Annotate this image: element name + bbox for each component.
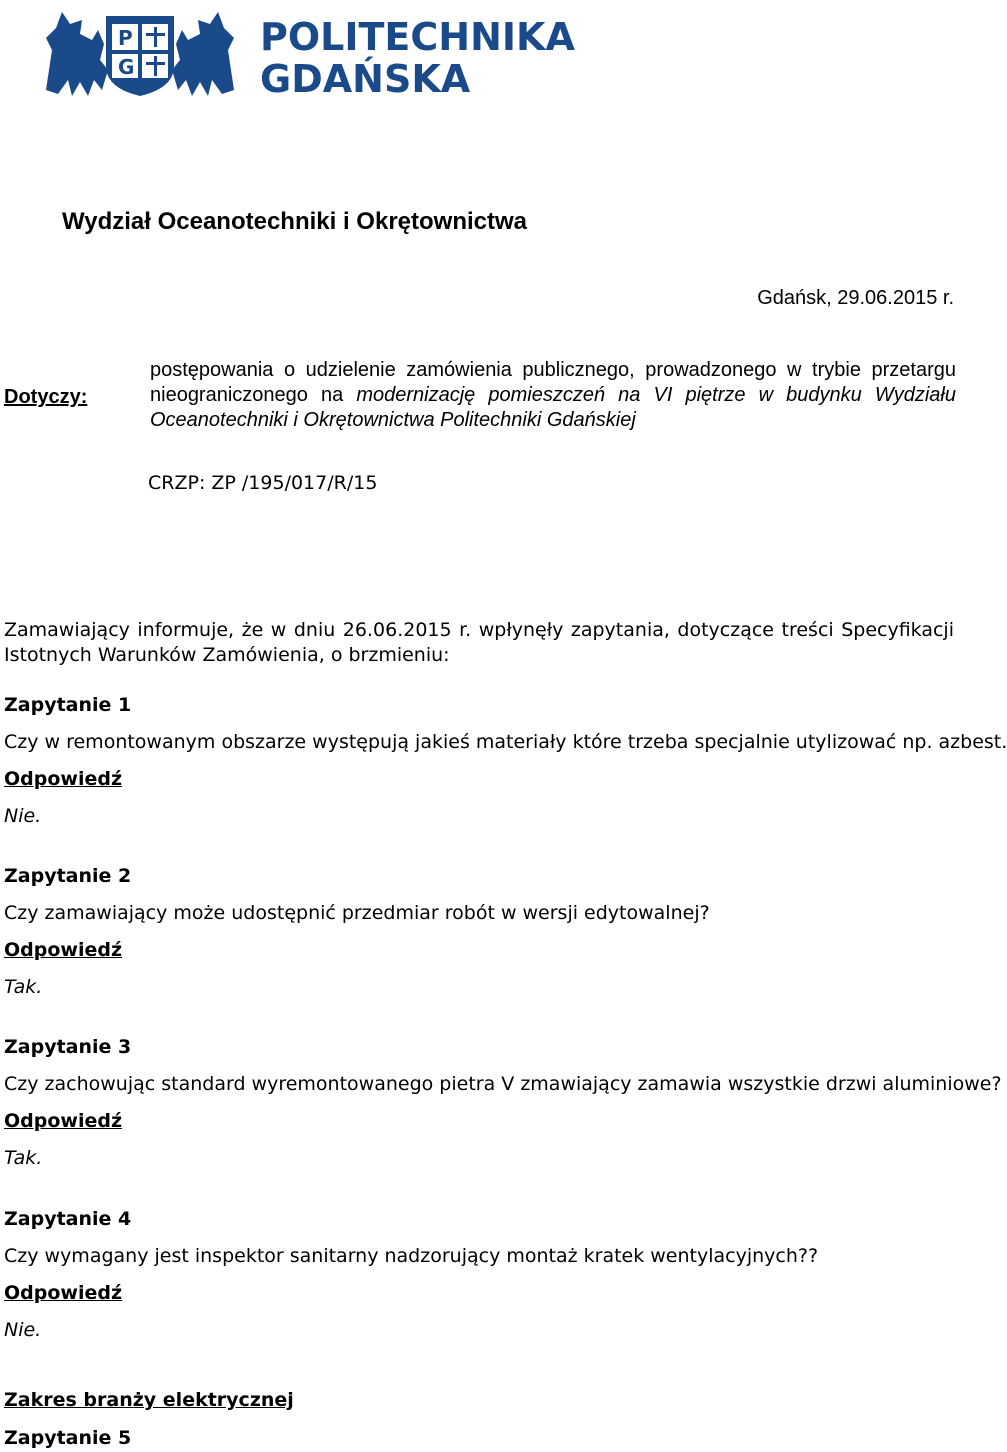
question-block	[4, 692, 1007, 829]
faculty-title: Wydział Oceanotechniki i Okrętownictwa	[62, 208, 528, 235]
subject-label: Dotyczy:	[4, 386, 88, 408]
answer-label: Odpowiedź	[4, 939, 123, 961]
question-text: Czy zamawiający może udostępnić przedmiar robót w wersji edytowalnej?	[4, 902, 710, 924]
question-block	[4, 863, 954, 1000]
question-block	[4, 1206, 954, 1343]
answer-text: Tak.	[4, 976, 43, 998]
question-title: Zapytanie 5	[4, 1427, 132, 1449]
question-title: Zapytanie 1	[4, 694, 132, 716]
question-title: Zapytanie 4	[4, 1208, 132, 1230]
svg-text:P: P	[118, 26, 133, 50]
answer-label: Odpowiedź	[4, 768, 123, 790]
svg-text:G: G	[118, 55, 135, 79]
question-title: Zapytanie 3	[4, 1036, 132, 1058]
politechnika-gdanska-logo	[42, 10, 575, 101]
svg-text:POLITECHNIKA: POLITECHNIKA	[260, 15, 575, 59]
section-heading: Zakres branży elektrycznej	[4, 1389, 294, 1411]
subject-part2: modernizację pomieszczeń na VI piętrze w budynku Wydziału Oceanotechniki i Okrętownictwa Politechniki Gdańskiej	[150, 384, 956, 431]
answer-text: Nie.	[4, 805, 42, 827]
subject-text	[150, 358, 956, 433]
question-title: Zapytanie 2	[4, 865, 132, 887]
answer-label: Odpowiedź	[4, 1110, 123, 1132]
svg-text:GDAŃSKA: GDAŃSKA	[260, 57, 471, 101]
answer-text: Tak.	[4, 1147, 43, 1169]
crzp-number: CRZP: ZP /195/017/R/15	[148, 472, 378, 494]
subject-part1: postępowania o udzielenie zamówienia publicznego, prowadzonego w trybie przetargu nieograniczonego na	[150, 359, 956, 406]
question-block	[4, 1034, 1002, 1171]
intro-paragraph: Zamawiający informuje, że w dniu 26.06.2015 r. wpłynęły zapytania, dotyczące treści Specyfikacji Istotnych Warunków Zamówienia, o brzmieniu:	[4, 619, 954, 666]
answer-text: Nie.	[4, 1319, 42, 1341]
question-text: Czy wymagany jest inspektor sanitarny nadzorujący montaż kratek wentylacyjnych??	[4, 1245, 819, 1267]
question-text: Czy w remontowanym obszarze występują jakieś materiały które trzeba specjalnie utylizować np. azbest.	[4, 731, 1007, 753]
question-text: Czy zachowując standard wyremontowanego pietra V zmawiający zamawia wszystkie drzwi aluminiowe?	[4, 1073, 1002, 1095]
document-date: Gdańsk, 29.06.2015 r.	[757, 287, 954, 309]
answer-label: Odpowiedź	[4, 1282, 123, 1304]
